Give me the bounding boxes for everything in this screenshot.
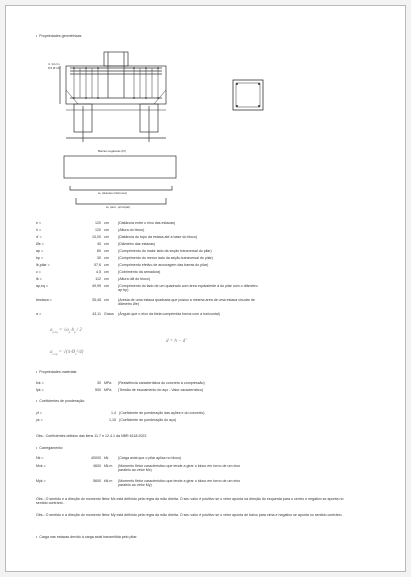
parameter-unit: cm	[104, 249, 109, 253]
parameter-symbol: lb,pilar =	[36, 263, 50, 267]
parameter-unit: cm	[104, 263, 109, 267]
parameter-symbol: c =	[36, 270, 41, 274]
parameter-symbol: e =	[36, 221, 42, 225]
parameter-unit: cm	[104, 277, 109, 281]
material-description: (Tensão de escoamento do aço - Valor característico)	[118, 388, 204, 392]
load-unit: kN.m	[104, 478, 113, 483]
parameter-description: (Aresta de uma estaca quadrada que possui a mesma área de uma estaca circular de diâmetro Øe)	[118, 298, 255, 307]
dim-label-stirrups: 4: 14 cm	[48, 62, 60, 66]
observation-mx: Obs.: O sentido e a direção do momento fletor Mx está definido pela regra da mão direita. O seu valor é positivo se o vetor aponta na direção do esquerda para o centro e negativo se aponta no sentido contrário.	[36, 497, 344, 506]
parameter-description: (Comprimento do menor lado da seção transversal do pilar)	[118, 256, 213, 260]
parameter-unit: cm	[104, 256, 109, 260]
parameter-description: (Distância do topo da estaca até a base do bloco)	[118, 235, 198, 239]
coefficient-note: Obs.: Coeficientes obtidos das itens 11.7 e 12.4.1 da NBR 6118:2023	[36, 434, 147, 438]
parameter-unit: cm	[104, 298, 109, 302]
load-value: 5600	[93, 478, 101, 483]
parameter-unit: cm	[104, 284, 109, 288]
material-value: 30	[97, 381, 101, 385]
load-value: 40000	[91, 456, 101, 460]
parameter-unit: Graus	[104, 312, 114, 316]
parameter-value: 80	[97, 249, 101, 253]
label-main-reinforcement: Aₛ (arm. principal)	[106, 205, 130, 209]
load-symbol: Nk =	[36, 456, 44, 460]
dim-label-bars: 8,5 Ø 16	[48, 66, 60, 70]
heading-coefficients: • Coeficientes de ponderação:	[36, 399, 85, 403]
formula-d: d = h − d′	[166, 339, 187, 344]
parameter-description: (Altura útil do bloco)	[118, 277, 150, 281]
load-value: 4600	[93, 463, 101, 468]
load-unit: kN.m	[104, 463, 113, 468]
parameter-symbol: ap,eq =	[36, 284, 49, 288]
coefficient-description: (Coeficiente de ponderação das ações e do concreto)	[119, 411, 205, 415]
load-unit: kN	[104, 456, 109, 460]
parameter-symbol: α =	[36, 312, 42, 316]
parameter-description: (Comprimento do maior lado da seção transversal do pilar)	[118, 249, 212, 253]
parameter-description: (Cobrimento da armadura)	[118, 270, 161, 274]
load-description: (Carga axial que o pilar aplica no bloco)	[118, 456, 182, 460]
heading-pile-loads: • Carga nas estacas devido à carga axial transmitida pelo pilar:	[36, 535, 137, 539]
parameter-symbol: Øe =	[36, 242, 44, 246]
parameter-value: 112	[95, 277, 101, 281]
coefficient-value: 1,15	[109, 418, 116, 422]
block-elevation-figure	[44, 46, 194, 146]
parameter-symbol: d' =	[36, 235, 42, 239]
heading-loads: • Carregamento:	[36, 446, 63, 450]
material-symbol: fyk =	[36, 388, 44, 392]
load-symbol: Myk =	[36, 478, 46, 483]
load-description: (Momento fletor característico que tende a girar o bloco em torno de um eixo paralelo ao vetor Mx)	[118, 463, 241, 472]
heading-material-properties: • Propriedades materiais:	[36, 370, 77, 374]
parameter-unit: cm	[104, 270, 109, 274]
parameter-description: (Distância entre o eixo das estacas)	[118, 221, 176, 225]
parameter-value: 43,11	[92, 312, 101, 316]
column-section-figure	[231, 78, 265, 112]
parameter-description: (Comprimento do lado de um quadrado com área equivalente à do pilar com o diâmetro ap·bp)	[118, 284, 258, 293]
parameter-description: (Altura do bloco)	[118, 228, 145, 232]
parameter-unit: cm	[104, 228, 109, 232]
coefficient-symbol: γs =	[36, 418, 43, 422]
parameter-value: 57,6	[94, 263, 101, 267]
parameter-value: 40	[97, 242, 101, 246]
parameter-value: 35,45	[92, 298, 101, 302]
heading-geometric-properties: • Propriedades geométricas:	[36, 34, 82, 38]
parameter-value: 120	[95, 221, 101, 225]
parameter-value: 4,5	[96, 270, 101, 274]
formula-b-estaca: $a_{e,eq}$ = $√(\pi\cdot Ø_e^2/4)$	[50, 350, 84, 356]
parameter-unit: cm	[104, 235, 109, 239]
load-description: (Momento fletor característico que tende a girar o bloco em torno de um eixo paralelo ao vetor My)	[118, 478, 241, 487]
parameter-unit: cm	[104, 221, 109, 225]
coefficient-symbol: γf =	[36, 411, 42, 415]
observation-my: Obs.: O sentido e a direção do momento fletor My está definido pela regra da mão direita. O seu valor é positivo se o vetor aponta de baixo para cima e negativo se aponta no sentido contrário.	[36, 513, 343, 517]
material-description: (Resistência característica do concreto à compressão)	[118, 381, 205, 385]
coefficient-description: (Coeficiente de ponderação do aço)	[119, 418, 177, 422]
load-symbol: Mxk =	[36, 463, 46, 468]
material-unit: MPa	[104, 388, 112, 392]
parameter-description: (Diâmetro das estacas)	[118, 242, 156, 246]
parameter-unit: cm	[104, 242, 109, 246]
material-symbol: fck =	[36, 381, 44, 385]
parameter-description: (Comprimento efetivo de ancoragem das barras do pilar)	[118, 263, 209, 267]
material-value: 500	[95, 388, 101, 392]
parameter-value: 49,99	[92, 284, 101, 288]
material-unit: MPa	[104, 381, 112, 385]
coefficient-value: 1,4	[111, 411, 116, 415]
document-page	[5, 5, 406, 572]
parameter-symbol: h =	[36, 228, 42, 232]
parameter-symbol: ap =	[36, 249, 44, 253]
parameter-value: 120	[95, 228, 101, 232]
parameter-description: (Ângulo que o eixo da biela comprimida forma com a horizontal)	[118, 312, 220, 316]
parameter-symbol: bp =	[36, 256, 44, 260]
parameter-symbol: bestaca =	[36, 298, 52, 302]
parameter-symbol: lb =	[36, 277, 42, 281]
formula-ap-eq: $a_{p,eq} = √a_p\cdot b_p / 2$	[50, 328, 82, 334]
label-negative-bars: Barras negativas (Fr)	[98, 149, 127, 153]
parameter-value: 10,00	[92, 235, 101, 239]
parameter-value: 30	[97, 256, 101, 260]
label-lower-ties: Aₛ (tirantes inferiores)	[98, 191, 127, 195]
